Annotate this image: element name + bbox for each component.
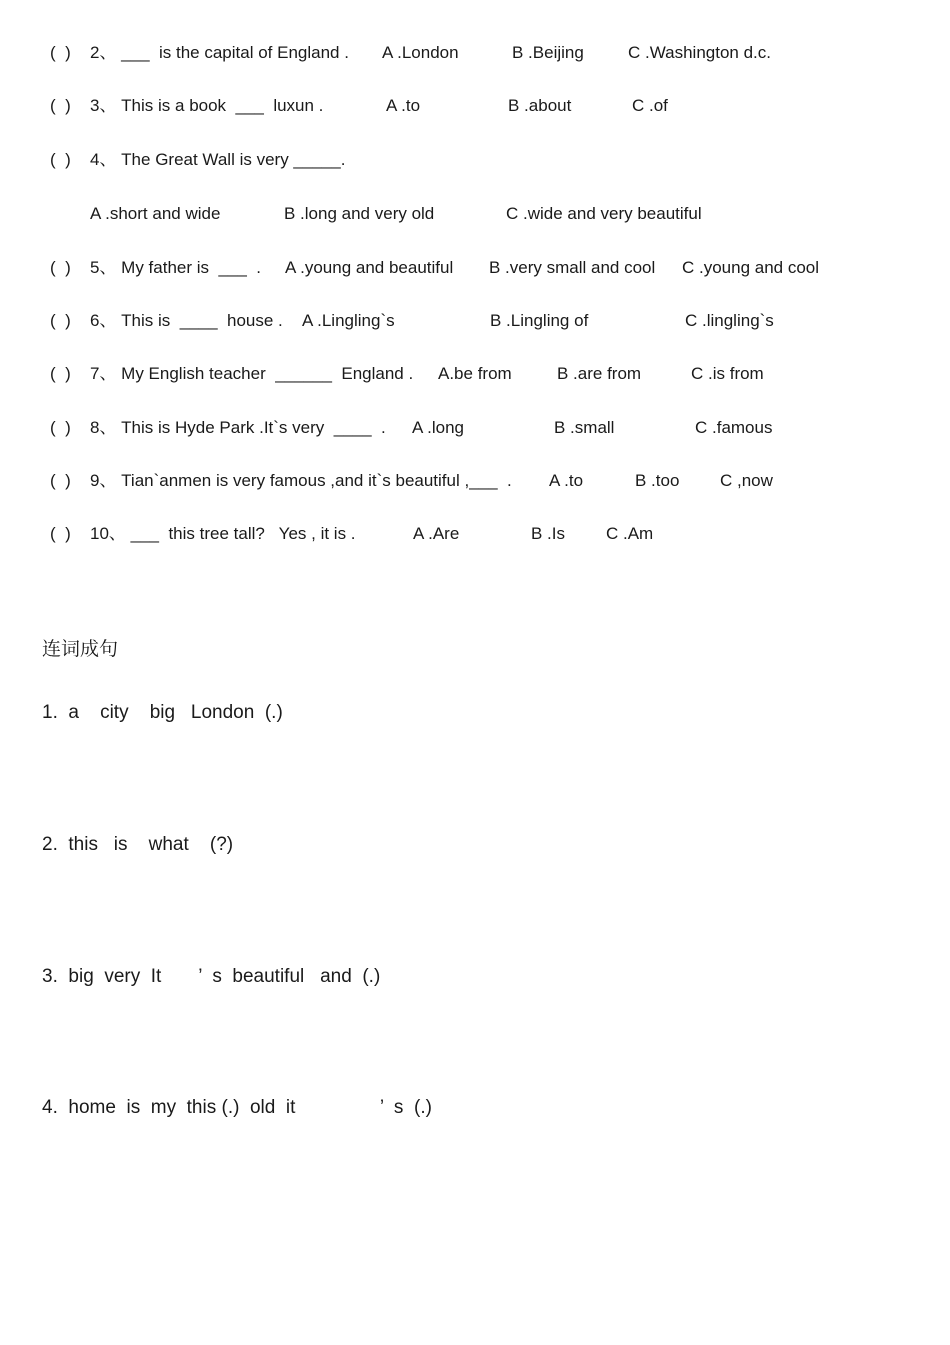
question-stem: 5、 My father is ___ . [90, 258, 262, 277]
question-4 [50, 150, 346, 210]
question-stem: 6、 This is ____ house . [90, 311, 283, 330]
option-c: C .is from [691, 364, 764, 383]
answer-paren: ( ) [50, 418, 71, 437]
section-title: 连词成句 [42, 638, 119, 660]
option-b: B .Lingling of [490, 311, 589, 330]
option-a: A .London [382, 43, 459, 62]
question-stem: 2、 ___ is the capital of England . [90, 43, 349, 62]
answer-paren: ( ) [50, 150, 71, 169]
option-b: B .very small and cool [489, 258, 656, 277]
sentence-3: 3. big very It ’ s beautiful and (.) [42, 966, 381, 987]
question-stem: 10、 ___ this tree tall? Yes , it is . [90, 524, 356, 543]
option-c: C .wide and very beautiful [506, 204, 702, 223]
option-b: B .about [508, 96, 572, 115]
question-stem: 9、 Tian`anmen is very famous ,and it`s beautiful ,___ . [90, 471, 512, 490]
option-b: B .are from [557, 364, 642, 383]
option-c: C .lingling`s [685, 311, 774, 330]
sentence-2: 2. this is what (?) [42, 834, 234, 855]
option-a: A .young and beautiful [285, 258, 454, 277]
answer-paren: ( ) [50, 471, 71, 490]
option-c: C .famous [695, 418, 773, 437]
question-10 [50, 524, 654, 644]
answer-paren: ( ) [50, 364, 71, 383]
option-b: B .long and very old [284, 204, 435, 223]
option-a: A .long [412, 418, 464, 437]
answer-paren: ( ) [50, 258, 71, 277]
option-c: C .Am [606, 524, 654, 543]
option-a: A .to [549, 471, 584, 490]
question-stem: 4、 The Great Wall is very _____. [90, 150, 346, 169]
option-b: B .small [554, 418, 615, 437]
option-a: A .short and wide [90, 204, 221, 223]
answer-paren: ( ) [50, 311, 71, 330]
question-stem: 7、 My English teacher ______ England . [90, 364, 414, 383]
option-c: C .of [632, 96, 668, 115]
sentence-1: 1. a city big London (.) [42, 702, 283, 723]
question-stem: 3、 This is a book ___ luxun . [90, 96, 324, 115]
option-b: B .too [635, 471, 680, 490]
answer-paren: ( ) [50, 96, 71, 115]
question-stem: 8、 This is Hyde Park .It`s very ____ . [90, 418, 386, 437]
answer-paren: ( ) [50, 43, 71, 62]
option-a: A .Are [413, 524, 460, 543]
option-a: A.be from [438, 364, 512, 383]
option-c: C .Washington d.c. [628, 43, 771, 62]
option-a: A .to [386, 96, 421, 115]
sentence-4: 4. home is my this (.) old it ’ s (.) [42, 1097, 432, 1118]
option-c: C .young and cool [682, 258, 820, 277]
option-b: B .Is [531, 524, 566, 543]
answer-paren: ( ) [50, 524, 71, 543]
option-a: A .Lingling`s [302, 311, 395, 330]
option-c: C ,now [720, 471, 773, 490]
option-b: B .Beijing [512, 43, 584, 62]
